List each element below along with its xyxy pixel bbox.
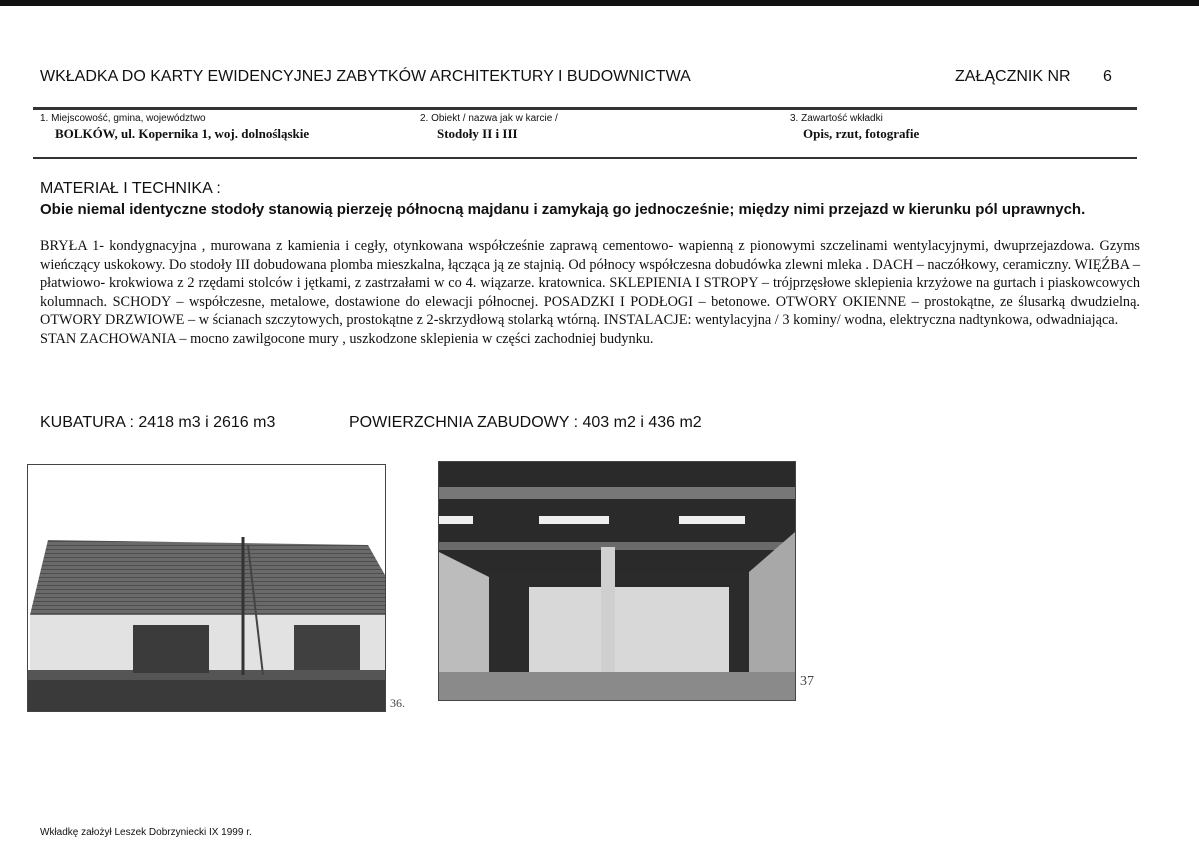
scan-border: [0, 0, 1199, 6]
annex-number: 6: [1103, 68, 1112, 85]
annex-label: ZAŁĄCZNIK NR: [955, 68, 1071, 85]
document-title: WKŁADKA DO KARTY EWIDENCYJNEJ ZABYTKÓW ARCHITEKTURY I BUDOWNICTWA: [40, 68, 691, 85]
footer-author: Wkładkę założył Leszek Dobrzyniecki IX 1999 r.: [40, 827, 252, 838]
photo-number: 37: [800, 674, 814, 689]
divider: [33, 107, 1137, 110]
built-area: POWIERZCHNIA ZABUDOWY : 403 m2 i 436 m2: [349, 414, 702, 431]
divider: [33, 157, 1137, 159]
condition-paragraph: STAN ZACHOWANIA – mocno zawilgocone mury , uszkodzone sklepienia w części zachodniej budynku.: [40, 330, 654, 347]
field-label-contents: 3. Zawartość wkładki: [790, 113, 883, 124]
field-value-location: BOLKÓW, ul. Kopernika 1, woj. dolnośląskie: [55, 126, 310, 141]
volume: KUBATURA : 2418 m3 i 2616 m3: [40, 414, 276, 431]
photo-barn-interior: [438, 461, 796, 701]
material-description: [40, 237, 1140, 349]
material-heading: MATERIAŁ I TECHNIKA :: [40, 180, 221, 197]
photo-barn-exterior: [27, 464, 386, 712]
field-label-object: 2. Obiekt / nazwa jak w karcie /: [420, 113, 558, 124]
field-value-object: Stodoły II i III: [437, 126, 518, 141]
field-value-contents: Opis, rzut, fotografie: [803, 126, 920, 141]
photo-number: 36.: [390, 696, 405, 710]
material-lead: Obie niemal identyczne stodoły stanowią pierzeję północną majdanu i zamykają go jednocześnie; między nimi przejazd w kierunku pól uprawnych.: [40, 201, 1086, 218]
description-paragraph: BRYŁA 1- kondygnacyjna , murowana z kamienia i cegły, otynkowana współcześnie zaprawą cementowo- wapienną z pionowymi szczelinami wentylacyjnymi, dwuprzejazdowa. Gzyms wieńczący uskokowy. Do stodoły III dobudowana plomba mieszkalna, łącząca ją ze stajnią. Od północy współczesna dobudówka zlewni mleka . DACH – naczółkowy, ceramiczny. WIĘŹBA – płatwiowo- krokwiowa z 2 rzędami stolców i jętkami, z zastrzałami w co 4. wiązarze. kratownica. SKLEPIENIA I STROPY – trójprzęsłowe sklepienia krzyżowe na gurtach i piaskowcowych kolumnach. SCHODY – współczesne, metalowe, dostawione do elewacji północnej. POSADZKI I PODŁOGI – betonowe. OTWORY OKIENNE – prostokątne, ze ślusarką dwudzielną. OTWORY DRZWIOWE – w ścianach szczytowych, prostokątne z 2-skrzydłową stolarką wtórną. INSTALACJE: wentylacyjna / 3 kominy/ wodna, elektryczna nadtynkowa, odwadniająca.: [40, 238, 1140, 329]
field-label-location: 1. Miejscowość, gmina, województwo: [40, 113, 206, 124]
